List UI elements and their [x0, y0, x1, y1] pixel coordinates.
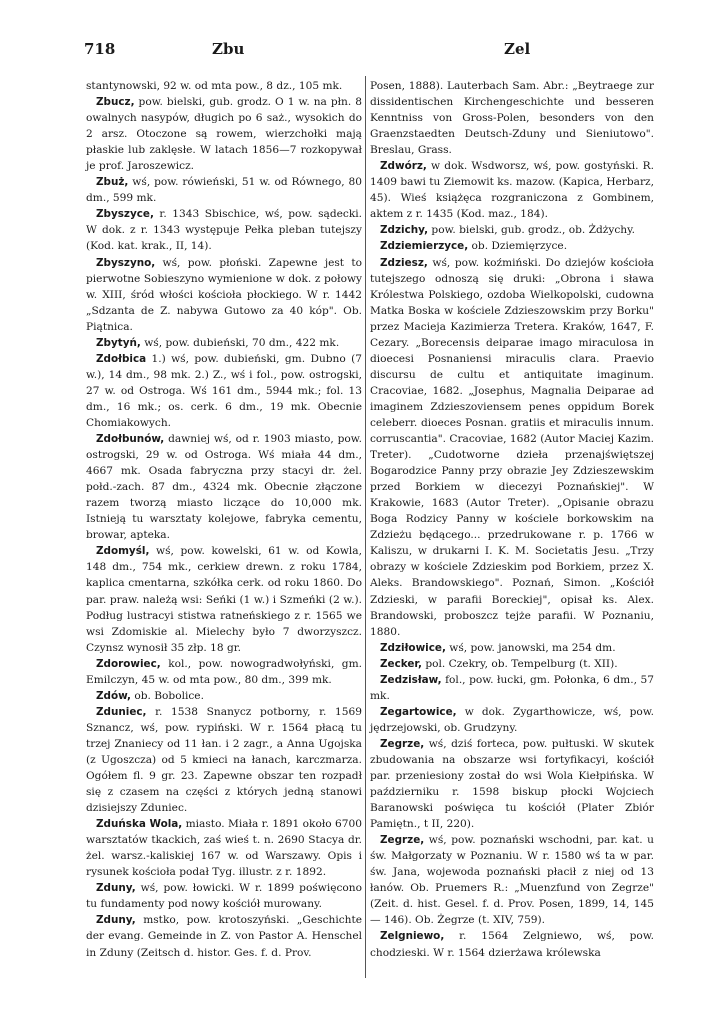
entry-headword: Zegrze, [380, 737, 425, 750]
entry-headword: Zduny, [96, 882, 136, 895]
entry-headword: Zbuż, [96, 176, 129, 189]
right-running-head: Zel [504, 40, 531, 58]
entry-text: kol., pow. nowogradwołyński, gm. Emilczyn, 45 w. od mta pow., 80 dm., 399 mk. [86, 657, 362, 686]
dictionary-entry [370, 78, 654, 158]
entry-text: pow. bielski, gub. grodz., ob. Żdżychy. [428, 224, 636, 237]
dictionary-entry [370, 656, 654, 672]
entry-headword: Zbytyń, [96, 336, 141, 349]
entry-headword: Zduny, [96, 914, 136, 927]
entry-headword: Zedzisław, [380, 673, 442, 686]
dictionary-entry [86, 174, 362, 206]
dictionary-entry [86, 255, 362, 335]
entry-headword: Zdziesz, [380, 256, 428, 269]
dictionary-entry [86, 335, 362, 351]
dictionary-entry [370, 640, 654, 656]
entry-text: wś, pow. płoński. Zapewne jest to pierwotne Sobieszyno wymienione w dok. z połowy w. XIII, śród włości kościoła płockiego. W r. 1442 „Sdzanta de Z. nabywa Gutowo za 40 kóp". Ob. Piątnica. [86, 256, 362, 333]
dictionary-entry [86, 688, 362, 704]
entry-text: ob. Dziemięrzyce. [468, 240, 568, 253]
dictionary-entry [370, 255, 654, 640]
entry-headword: Zdwórz, [380, 160, 427, 173]
dictionary-entry [86, 431, 362, 543]
entry-text: r. 1538 Snanycz potborny, r. 1569 Sznancz, wś, pow. rypiński. W r. 1564 płacą tu trzej Znaniecy od 11 łan. i 2 zagr., a Anna Ugojska (z Ugoszcza) od 5 kmieci na łanach, karczmarza. Ogółem fl. 9 gr. 23. Zapewne obszar ten rozpadł się z czasem na części z których jedną stanowi dzisiejszy Zduniec. [86, 705, 362, 815]
entry-headword: Zdomyśl, [96, 545, 150, 558]
entry-text: ob. Bobolice. [131, 689, 204, 702]
entry-text: wś, pow. łowicki. W r. 1899 poświęcono tu fundamenty pod nowy kościół murowany. [86, 882, 362, 911]
entry-text: pow. bielski, gub. grodz. O 1 w. na płn. 8 owalnych nasypów, długich po 6 saż., wysokich do 2 arsz. Otoczone są rowem, wierzchołki mają płaskie lub zaklęsłe. W latach 1856—7 rozkopywał je prof. Jaroszewicz. [86, 96, 362, 173]
dictionary-entry [86, 912, 362, 960]
entry-headword: Zbucz, [96, 96, 135, 109]
entry-text: wś, pow. rówieński, 51 w. od Równego, 80 dm., 599 mk. [86, 176, 362, 205]
dictionary-entry [370, 238, 654, 254]
entry-headword: Zecker, [380, 657, 422, 670]
dictionary-entry [86, 94, 362, 174]
dictionary-entry [370, 158, 654, 222]
dictionary-entry [370, 222, 654, 238]
entry-headword: Zegartowice, [380, 705, 457, 718]
entry-text: dawniej wś, od r. 1903 miasto, pow. ostrogski, 29 w. od Ostroga. Wś miała 44 dm., 4667 mk. Osada fabryczna przy stacyi dr. żel. połd.-zach. 87 dm., 4324 mk. Obecnie złączone razem tworzą miasto liczące do 10,000 mk. Istnieją tu warsztaty kolejowe, fabryka cementu, browar, apteka. [86, 433, 362, 542]
column-divider [365, 76, 366, 978]
entry-text: mstko, pow. krotoszyński. „Geschichte der evang. Gemeinde in Z. von Pastor A. Henschel in Zduny (Zeitsch d. histor. Ges. f. d. Prov. [86, 914, 362, 959]
entry-headword: Zelgniewo, [380, 930, 445, 943]
left-column [86, 78, 362, 961]
page-number: 718 [84, 40, 116, 58]
dictionary-entry [370, 704, 654, 736]
entry-text: r. 1343 Sbischice, wś, pow. sądecki. W dok. z r. 1343 występuje Pełka pleban tutejszy (Kod. kat. krak., II, 14). [86, 208, 362, 253]
entry-headword: Zbyszyno, [96, 256, 156, 269]
entry-text: pol. Czekry, ob. Tempelburg (t. XII). [421, 657, 618, 670]
dictionary-entry [86, 351, 362, 431]
entry-headword: Zdziłowice, [380, 641, 446, 654]
dictionary-entry [86, 206, 362, 254]
right-column [370, 78, 654, 961]
entry-headword: Zduńska Wola, [96, 818, 183, 831]
dictionary-entry [370, 736, 654, 832]
page-header [0, 40, 720, 64]
entry-text: r. 1564 Zelgniewo, wś, pow. chodzieski. W r. 1564 dzierżawa królewska [370, 930, 654, 959]
entry-text: fol., pow. łucki, gm. Połonka, 6 dm., 57 mk. [370, 673, 654, 702]
entry-headword: Zdołbica [96, 352, 147, 365]
entry-text: wś, dziś forteca, pow. pułtuski. W skutek zbudowania na obszarze wsi fortyfikacyi, kościół par. przeniesiony został do wsi Wola Kiełpińska. W październiku r. 1598 biskup płocki Wojciech Baranowski poświęca tu kościół (Plater Zbiór Pamiętn., t II, 220). [370, 737, 654, 831]
entry-text: wś, pow. kowelski, 61 w. od Kowla, 148 dm., 754 mk., cerkiew drewn. z roku 1784, kaplica cmentarna, szkółka cerk. od roku 1860. Do par. praw. należą wsi: Seńki (1 w.) i Szmeńki (2 w.). Podług lustracyi stistwa ratneńskiego z r. 1565 we wsi Zdomiskie al. Mielechy było 7 dworzyszcz. Czynsz wynosił 35 złp. 18 gr. [86, 545, 362, 654]
entry-text: w dok. Wsdworsz, wś, pow. gostyński. R. 1409 bawi tu Ziemowit ks. mazow. (Kapica, Herbarz, 45). Wieś książęca rozgraniczona z Gombinem, aktem z r. 1435 (Kod. maz., 184). [370, 160, 654, 221]
dictionary-entry [370, 672, 654, 704]
entry-headword: Zdorowiec, [96, 657, 161, 670]
entry-text: stantynowski, 92 w. od mta pow., 8 dz., 105 mk. [86, 80, 343, 92]
entry-text: wś, pow. poznański wschodni, par. kat. u św. Małgorzaty w Poznaniu. W r. 1580 wś ta w par. św. Jana, wojewoda poznański płacił z niej od 13 łanów. Ob. Pruemers R.: „Muenzfund von Zegrze" (Zeit. d. hist. Gesel. f. d. Prov. Posen, 1899, 14, 145 — 146). Ob. Żegrze (t. XIV, 759). [370, 834, 654, 927]
dictionary-entry [86, 656, 362, 688]
dictionary-entry [86, 704, 362, 816]
entry-text: 1.) wś, pow. dubieński, gm. Dubno (7 w.), 14 dm., 98 mk. 2.) Z., wś i fol., pow. ostrogski, 27 w. od Ostroga. Wś 161 dm., 5944 mk.; fol. 13 dm., 16 mk.; os. cerk. 6 dm., 19 mk. Obecnie Chomiakowych. [86, 352, 362, 429]
entry-text: Posen, 1888). Lauterbach Sam. Abr.: „Beytraege zur dissidentischen Kirchengeschichte und besseren Kenntniss von Gross-Polen, besonders von den Graenzstaedten Deutsch-Zduny und Sieniutowo". Breslau, Grass. [370, 80, 654, 157]
left-running-head: Zbu [212, 40, 245, 58]
dictionary-entry [86, 543, 362, 655]
dictionary-entry [86, 816, 362, 880]
entry-headword: Zdziemierzyce, [380, 240, 469, 253]
entry-headword: Zdów, [96, 689, 131, 702]
dictionary-entry [370, 928, 654, 960]
entry-text: wś, pow. dubieński, 70 dm., 422 mk. [140, 336, 340, 349]
entry-text: miasto. Miała r. 1891 około 6700 warsztatów tkackich, zaś wieś t. n. 2690 Stacya dr. żel. warsz.-kaliskiej 167 w. od Warszawy. Opis i rysunek kościoła podał Tyg. illustr. z r. 1892. [86, 818, 362, 879]
dictionary-entry [86, 880, 362, 912]
dictionary-entry [86, 78, 362, 94]
entry-headword: Zdołbunów, [96, 433, 165, 446]
dictionary-entry [370, 832, 654, 928]
entry-headword: Zdzichy, [380, 224, 429, 237]
entry-headword: Zbyszyce, [96, 208, 154, 221]
entry-text: wś, pow. janowski, ma 254 dm. [445, 641, 616, 654]
entry-headword: Zegrze, [380, 834, 425, 847]
entry-text: w dok. Zygarthowicze, wś, pow. jędrzejowski, ob. Grudzyny. [370, 705, 654, 734]
entry-text: wś, pow. koźmiński. Do dziejów kościoła tutejszego odnoszą się druki: „Obrona i sława Królestwa Polskiego, ozdoba Wielkopolski, cudowna Matka Boska w kościele Zdzieszowskim przy Borku" przez Macieja Kazimierza Tretera. Kraków, 1647, F. Cezary. „Borecensis deiparae imago miraculosa in dioecesi Posnaniensi miraculis clara. Praevio discursu de cultu et antiquitate imaginum. Cracoviae, 1682. „Josephus, Magnalia Deiparae ad imaginem Zdzieszoviensem penes oppidum Borek celeberr. dioeces Posnan. gratiis et miraculis innum. corruscantia". Cracoviae, 1682 (Autor Maciej Kazim. Treter). „Cudotworne dzieła przenajświętszej Bogarodzice Panny przy obrazie Jey Zdzieszewskim przed Borkiem w diecezyi Poznańskiej". W Krakowie, 1683 (Autor Treter). „Opisanie obrazu Boga Rodzicy Panny w kościele borkowskim na Zdzieżu będącego... przedrukowane r. p. 1766 w Kaliszu, w drukarni I. K. M. Societatis Jesu. „Trzy obrazy w kościele Zdzieskim pod Borkiem, przez X. Aleks. Brandowskiego". Poznań, Simon. „Kościół Zdzieski, w parafii Boreckiej", opisał ks. Alex. Brandowski, proboszcz tejże parafii. W Poznaniu, 1880. [370, 256, 654, 638]
entry-headword: Zduniec, [96, 705, 147, 718]
